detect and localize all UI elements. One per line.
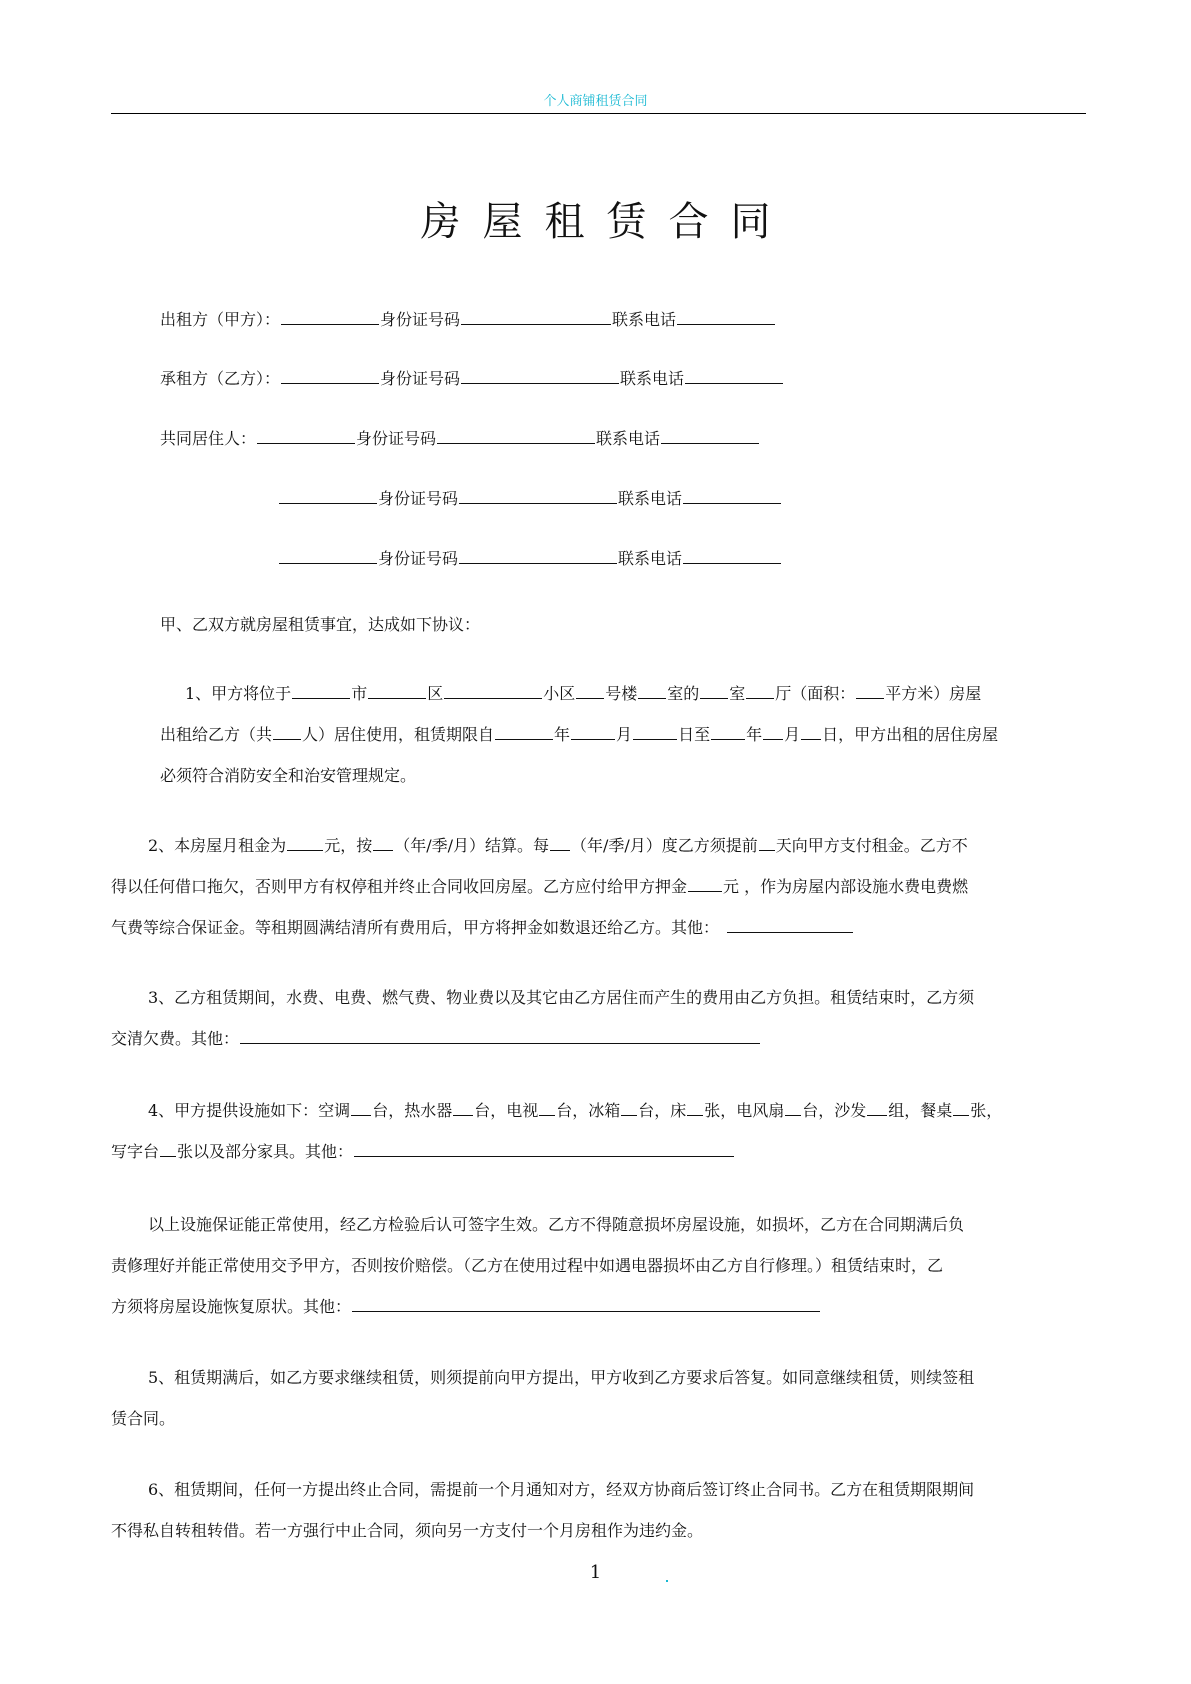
clause3-line1: 3、乙方租赁期间，水费、电费、燃气费、物业费以及其它由乙方居住而产生的费用由乙方负担。租赁结束时，乙方须 bbox=[148, 988, 975, 1007]
c2-text: 气费等综合保证金。等租期圆满结清所有费用后，甲方将押金如数退还给乙方。其他： bbox=[111, 918, 720, 937]
water-heater-count-blank[interactable] bbox=[453, 1101, 473, 1116]
clause2-line3 bbox=[111, 918, 854, 938]
cohabitant3-phone-label: 联系电话 bbox=[618, 549, 683, 568]
district-blank[interactable] bbox=[368, 684, 426, 699]
cohabitant-row bbox=[160, 429, 760, 449]
clause1-line2 bbox=[160, 725, 1085, 745]
c1-text: 区 bbox=[427, 684, 444, 703]
cohabitant2-phone-label: 联系电话 bbox=[618, 489, 683, 508]
c2-text: （年/季/月）度乙方须提前 bbox=[571, 836, 758, 855]
document-title: 房屋租赁合同 bbox=[420, 199, 793, 245]
c1-text: 室的 bbox=[667, 684, 700, 703]
c4-text: 张以及部分家具。其他： bbox=[177, 1142, 354, 1161]
c1-text: 日，甲方出租的居住房屋 bbox=[822, 725, 999, 744]
lessee-row bbox=[160, 369, 784, 389]
end-year-blank[interactable] bbox=[711, 725, 745, 740]
community-blank[interactable] bbox=[444, 684, 542, 699]
cohabitant2-name-blank[interactable] bbox=[279, 489, 377, 504]
start-year-blank[interactable] bbox=[495, 725, 553, 740]
end-day-blank[interactable] bbox=[801, 725, 821, 740]
cohabitant2-id-label: 身份证号码 bbox=[378, 489, 459, 508]
c4-text: 台，沙发 bbox=[802, 1101, 867, 1120]
clause2-line1 bbox=[148, 836, 968, 856]
cohabitant3-id-blank[interactable] bbox=[459, 549, 617, 564]
c2-text: 得以任何借口拖欠，否则甲方有权停租并终止合同收回房屋。乙方应付给甲方押金 bbox=[111, 877, 688, 896]
cohabitant-phone-label: 联系电话 bbox=[596, 429, 661, 448]
clause4-line2 bbox=[111, 1142, 735, 1162]
clause5-line1: 5、租赁期满后，如乙方要求继续租赁，则须提前向甲方提出，甲方收到乙方要求后答复。如同意继续租赁，则续签租 bbox=[148, 1368, 975, 1387]
agreement-intro: 甲、乙双方就房屋租赁事宜，达成如下协议： bbox=[160, 615, 481, 634]
cohabitant3-id-label: 身份证号码 bbox=[378, 549, 459, 568]
desk-count-blank[interactable] bbox=[160, 1142, 176, 1157]
lessor-phone-label: 联系电话 bbox=[612, 310, 677, 329]
c1-text: 平方米）房屋 bbox=[885, 684, 982, 703]
facilities-line2: 责修理好并能正常使用交予甲方，否则按价赔偿。（乙方在使用过程中如遇电器损坏由乙方自行修理。）租赁结束时，乙 bbox=[111, 1256, 944, 1275]
footer-dot bbox=[666, 1580, 668, 1582]
cohabitant2-phone-blank[interactable] bbox=[683, 489, 781, 504]
lessee-id-blank[interactable] bbox=[461, 369, 619, 384]
building-blank[interactable] bbox=[576, 684, 604, 699]
c4-text: 4、甲方提供设施如下：空调 bbox=[148, 1101, 351, 1120]
c4-text: 台，热水器 bbox=[372, 1101, 453, 1120]
c2-text: （年/季/月）结算。每 bbox=[394, 836, 549, 855]
c4-text: 张，电风扇 bbox=[704, 1101, 785, 1120]
clause4-line1 bbox=[148, 1101, 1085, 1121]
c1-text: 号楼 bbox=[605, 684, 638, 703]
c1-text: 年 bbox=[554, 725, 571, 744]
lessor-row bbox=[160, 310, 776, 330]
c1-text: 出租给乙方（共 bbox=[160, 725, 273, 744]
cohabitant2-id-blank[interactable] bbox=[459, 489, 617, 504]
clause6-line1: 6、租赁期间，任何一方提出终止合同，需提前一个月通知对方，经双方协商后签订终止合同书。乙方在租赁期限期间 bbox=[148, 1480, 975, 1499]
c4-text: 组，餐桌 bbox=[888, 1101, 953, 1120]
clause3-other-blank[interactable] bbox=[240, 1029, 760, 1044]
city-blank[interactable] bbox=[292, 684, 350, 699]
cohabitant-row-3 bbox=[278, 549, 782, 569]
start-month-blank[interactable] bbox=[571, 725, 615, 740]
c2-text: 2、本房屋月租金为 bbox=[148, 836, 287, 855]
c1-text: 1、甲方将位于 bbox=[185, 684, 292, 703]
c3-text: 交清欠费。其他： bbox=[111, 1029, 240, 1048]
bed-count-blank[interactable] bbox=[687, 1101, 703, 1116]
cohabitant-id-label: 身份证号码 bbox=[356, 429, 437, 448]
c4-text: 台，电视 bbox=[474, 1101, 539, 1120]
clause3-line2 bbox=[111, 1029, 761, 1049]
c4-text: 张， bbox=[970, 1101, 1003, 1120]
cohabitant3-phone-blank[interactable] bbox=[683, 549, 781, 564]
c2-text: 元，按 bbox=[324, 836, 373, 855]
dining-table-count-blank[interactable] bbox=[953, 1101, 969, 1116]
facilities-line1: 以上设施保证能正常使用，经乙方检验后认可签字生效。乙方不得随意损坏房屋设施，如损坏，乙方在合同期满后负 bbox=[148, 1215, 965, 1234]
c1-text: 市 bbox=[351, 684, 368, 703]
header-rule bbox=[111, 113, 1086, 114]
c4-text: 台，床 bbox=[638, 1101, 687, 1120]
facilities-line3 bbox=[111, 1297, 821, 1317]
lessee-label: 承租方（乙方）： bbox=[160, 369, 281, 388]
lessee-phone-blank[interactable] bbox=[685, 369, 783, 384]
lessee-name-blank[interactable] bbox=[281, 369, 379, 384]
advance-days-blank[interactable] bbox=[759, 836, 775, 851]
area-blank[interactable] bbox=[856, 684, 884, 699]
cohabitant-name-blank[interactable] bbox=[257, 429, 355, 444]
cohabitant-phone-blank[interactable] bbox=[661, 429, 759, 444]
c1-text: 人）居住使用，租赁期限自 bbox=[302, 725, 495, 744]
clause2-line2 bbox=[111, 877, 968, 897]
end-month-blank[interactable] bbox=[763, 725, 783, 740]
c2-text: 天向甲方支付租金。乙方不 bbox=[775, 836, 968, 855]
c1-text: 小区 bbox=[543, 684, 576, 703]
c2-text: 元 ，作为房屋内部设施水费电费燃 bbox=[723, 877, 969, 896]
lessor-phone-blank[interactable] bbox=[677, 310, 775, 325]
c1-text: 厅（面积： bbox=[775, 684, 856, 703]
page-number: 1 bbox=[589, 1562, 602, 1583]
clause4-other-blank[interactable] bbox=[354, 1142, 734, 1157]
clause1-line3: 必须符合消防安全和治安管理规定。 bbox=[160, 766, 417, 785]
c1-text: 月 bbox=[616, 725, 633, 744]
lessor-name-blank[interactable] bbox=[281, 310, 379, 325]
lessor-id-label: 身份证号码 bbox=[380, 310, 461, 329]
lessor-id-blank[interactable] bbox=[461, 310, 611, 325]
cohabitant3-name-blank[interactable] bbox=[279, 549, 377, 564]
c1-text: 室 bbox=[729, 684, 746, 703]
deposit-blank[interactable] bbox=[688, 877, 722, 892]
lessor-label: 出租方（甲方）： bbox=[160, 310, 281, 329]
occupants-blank[interactable] bbox=[273, 725, 301, 740]
start-day-blank[interactable] bbox=[633, 725, 677, 740]
cohabitant-row-2 bbox=[278, 489, 782, 509]
halls-count-blank[interactable] bbox=[746, 684, 774, 699]
lessee-id-label: 身份证号码 bbox=[380, 369, 461, 388]
fan-count-blank[interactable] bbox=[785, 1101, 801, 1116]
rent-amount-blank[interactable] bbox=[287, 836, 323, 851]
cohabitant-label: 共同居住人： bbox=[160, 429, 257, 448]
c4b-text: 方须将房屋设施恢复原状。其他： bbox=[111, 1297, 352, 1316]
c1-text: 月 bbox=[784, 725, 801, 744]
rooms-count-blank[interactable] bbox=[700, 684, 728, 699]
cohabitant-id-blank[interactable] bbox=[437, 429, 595, 444]
fridge-count-blank[interactable] bbox=[621, 1101, 637, 1116]
billing-period-blank[interactable] bbox=[373, 836, 393, 851]
payment-period-blank[interactable] bbox=[550, 836, 570, 851]
c1-text: 年 bbox=[746, 725, 763, 744]
c4-text: 写字台 bbox=[111, 1142, 160, 1161]
lessee-phone-label: 联系电话 bbox=[620, 369, 685, 388]
ac-count-blank[interactable] bbox=[351, 1101, 371, 1116]
sofa-count-blank[interactable] bbox=[867, 1101, 887, 1116]
clause2-other-blank[interactable] bbox=[727, 918, 853, 933]
clause6-line2: 不得私自转租转借。若一方强行中止合同，须向另一方支付一个月房租作为违约金。 bbox=[111, 1521, 704, 1540]
running-header-title: 个人商铺租赁合同 bbox=[543, 94, 648, 109]
facilities-other-blank[interactable] bbox=[352, 1297, 820, 1312]
clause5-line2: 赁合同。 bbox=[111, 1409, 176, 1428]
c1-text: 日至 bbox=[678, 725, 711, 744]
tv-count-blank[interactable] bbox=[539, 1101, 555, 1116]
c4-text: 台，冰箱 bbox=[556, 1101, 621, 1120]
clause1-line1 bbox=[185, 684, 1085, 704]
room-blank[interactable] bbox=[638, 684, 666, 699]
